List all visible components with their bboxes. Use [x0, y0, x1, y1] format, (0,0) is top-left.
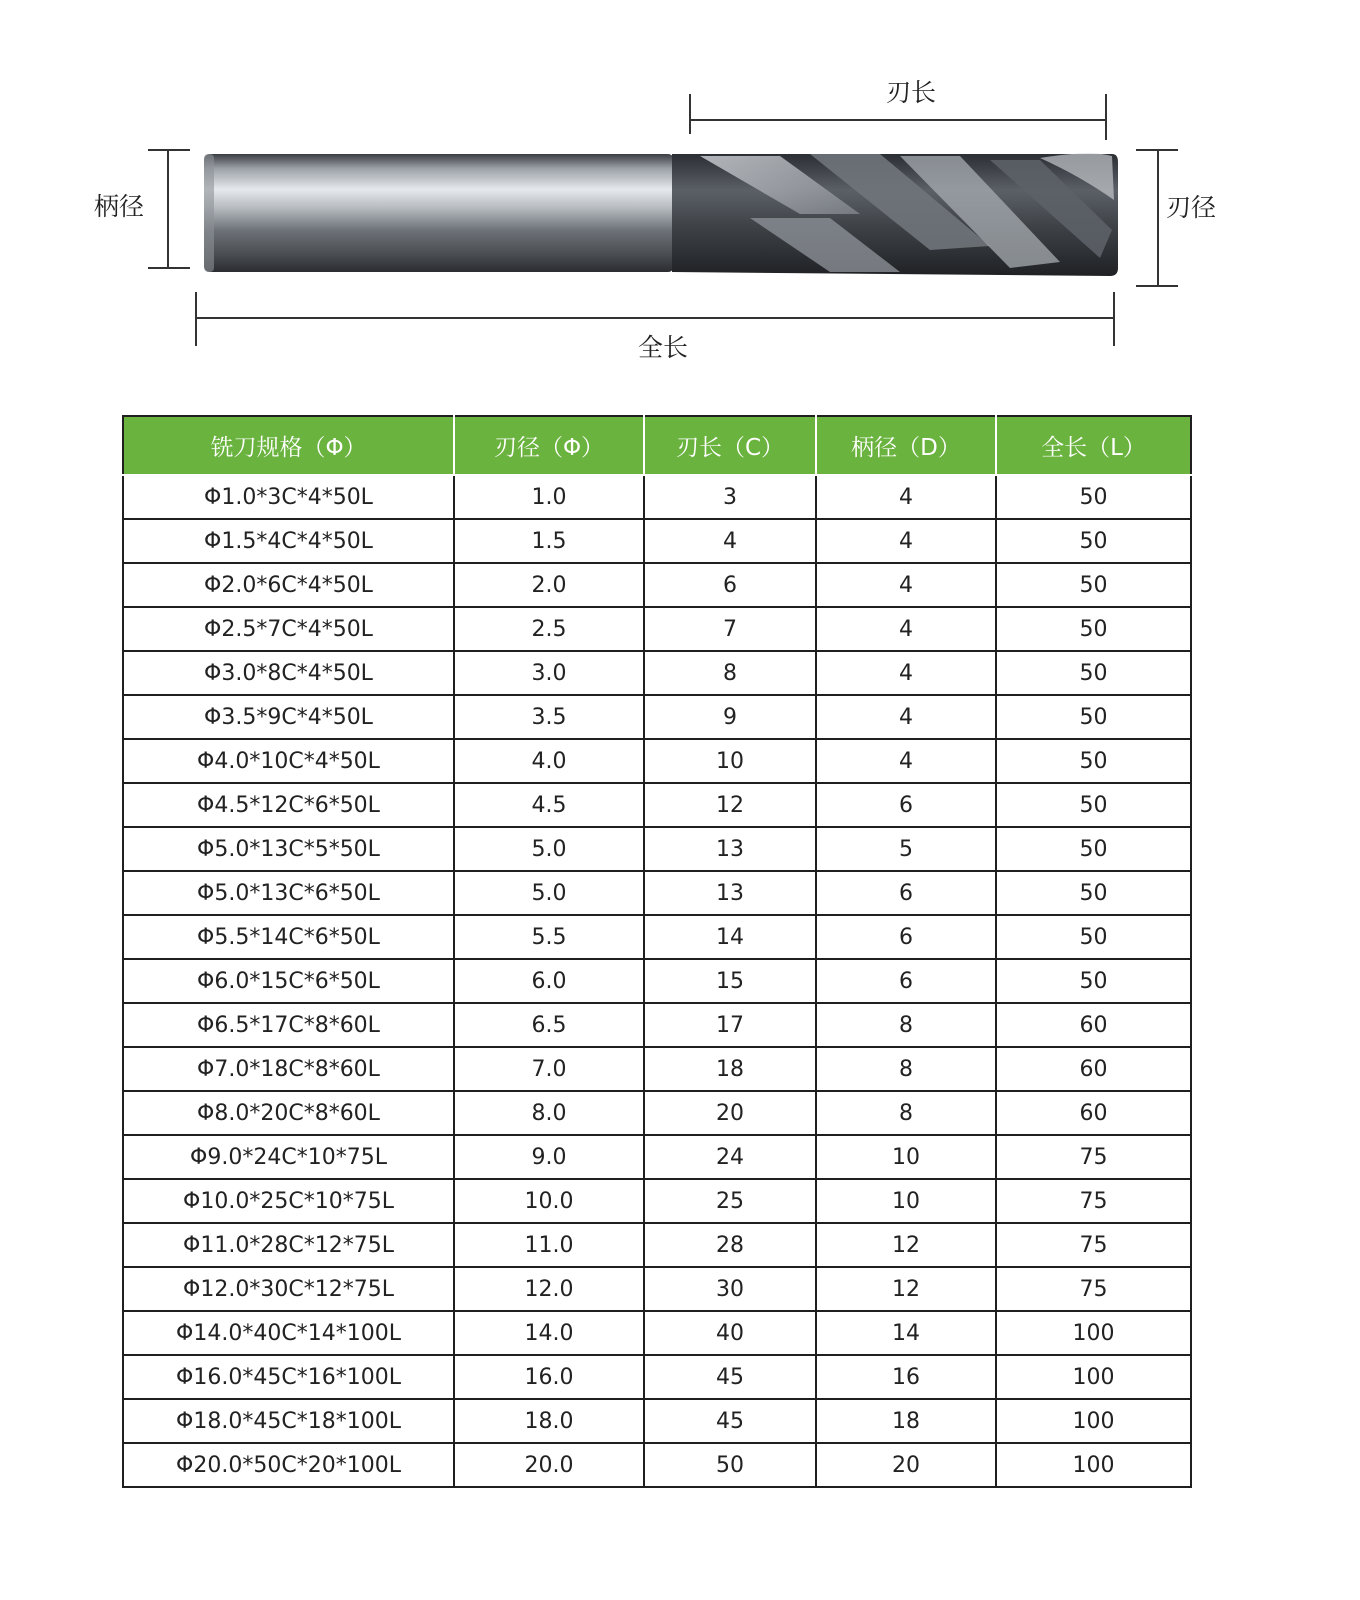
table-row [123, 1091, 1191, 1135]
cell-blade-length: 13 [644, 871, 816, 915]
cell-spec: Φ6.5*17C*8*60L [123, 1003, 454, 1047]
cell-blade-diameter: 5.5 [454, 915, 644, 959]
cell-spec: Φ7.0*18C*8*60L [123, 1047, 454, 1091]
cell-shank-diameter: 4 [816, 607, 996, 651]
cell-shank-diameter: 8 [816, 1003, 996, 1047]
cell-overall-length: 75 [996, 1135, 1191, 1179]
cell-overall-length: 100 [996, 1311, 1191, 1355]
cell-overall-length: 75 [996, 1267, 1191, 1311]
cell-shank-diameter: 4 [816, 739, 996, 783]
table-row [123, 1135, 1191, 1179]
cell-shank-diameter: 6 [816, 959, 996, 1003]
cell-blade-diameter: 6.0 [454, 959, 644, 1003]
cell-blade-diameter: 5.0 [454, 827, 644, 871]
cell-blade-length: 20 [644, 1091, 816, 1135]
table-row [123, 607, 1191, 651]
table-row [123, 1311, 1191, 1355]
header-overall-length: 全长（L） [996, 416, 1191, 475]
cell-blade-length: 13 [644, 827, 816, 871]
cell-blade-diameter: 14.0 [454, 1311, 644, 1355]
cell-blade-diameter: 16.0 [454, 1355, 644, 1399]
cell-spec: Φ8.0*20C*8*60L [123, 1091, 454, 1135]
overall-length-label: 全长 [638, 333, 689, 362]
cell-blade-length: 3 [644, 475, 816, 519]
cell-shank-diameter: 4 [816, 695, 996, 739]
table-row [123, 1003, 1191, 1047]
header-blade-length: 刃长（C） [644, 416, 816, 475]
cell-blade-diameter: 3.0 [454, 651, 644, 695]
cell-blade-length: 50 [644, 1443, 816, 1487]
end-mill-flutes [672, 153, 1118, 276]
cell-blade-diameter: 12.0 [454, 1267, 644, 1311]
spec-table [122, 415, 1192, 1488]
cell-shank-diameter: 6 [816, 871, 996, 915]
table-row [123, 1047, 1191, 1091]
cell-spec: Φ20.0*50C*20*100L [123, 1443, 454, 1487]
cell-blade-length: 17 [644, 1003, 816, 1047]
cell-spec: Φ5.0*13C*6*50L [123, 871, 454, 915]
cell-blade-diameter: 10.0 [454, 1179, 644, 1223]
cell-blade-diameter: 4.0 [454, 739, 644, 783]
cell-overall-length: 50 [996, 827, 1191, 871]
cell-shank-diameter: 5 [816, 827, 996, 871]
table-row [123, 915, 1191, 959]
cell-overall-length: 60 [996, 1091, 1191, 1135]
header-blade-diameter: 刃径（Φ） [454, 416, 644, 475]
end-mill-shank [204, 154, 674, 272]
cell-blade-length: 15 [644, 959, 816, 1003]
cell-blade-diameter: 1.0 [454, 475, 644, 519]
table-row [123, 739, 1191, 783]
cell-blade-diameter: 2.0 [454, 563, 644, 607]
table-row [123, 563, 1191, 607]
cell-shank-diameter: 10 [816, 1135, 996, 1179]
table-row [123, 1399, 1191, 1443]
table-row [123, 1267, 1191, 1311]
table-row [123, 519, 1191, 563]
cell-blade-length: 4 [644, 519, 816, 563]
cell-shank-diameter: 6 [816, 783, 996, 827]
cell-blade-length: 14 [644, 915, 816, 959]
cell-blade-length: 40 [644, 1311, 816, 1355]
table-row [123, 475, 1191, 519]
table-row [123, 1443, 1191, 1487]
table-header-row [123, 416, 1191, 475]
cell-spec: Φ3.5*9C*4*50L [123, 695, 454, 739]
cell-overall-length: 50 [996, 651, 1191, 695]
cell-shank-diameter: 10 [816, 1179, 996, 1223]
shank-diameter-label: 柄径 [94, 192, 145, 221]
cell-spec: Φ4.0*10C*4*50L [123, 739, 454, 783]
cell-overall-length: 60 [996, 1003, 1191, 1047]
cell-overall-length: 50 [996, 519, 1191, 563]
table-row [123, 695, 1191, 739]
cell-spec: Φ4.5*12C*6*50L [123, 783, 454, 827]
end-mill-diagram [0, 0, 1360, 400]
cell-overall-length: 50 [996, 607, 1191, 651]
cell-overall-length: 100 [996, 1355, 1191, 1399]
cell-blade-diameter: 2.5 [454, 607, 644, 651]
table-row [123, 783, 1191, 827]
cell-blade-length: 18 [644, 1047, 816, 1091]
cell-shank-diameter: 12 [816, 1267, 996, 1311]
cell-blade-diameter: 4.5 [454, 783, 644, 827]
cell-overall-length: 50 [996, 871, 1191, 915]
cell-blade-diameter: 11.0 [454, 1223, 644, 1267]
cell-spec: Φ5.0*13C*5*50L [123, 827, 454, 871]
cell-blade-diameter: 8.0 [454, 1091, 644, 1135]
cell-overall-length: 60 [996, 1047, 1191, 1091]
cell-blade-length: 6 [644, 563, 816, 607]
cell-blade-diameter: 20.0 [454, 1443, 644, 1487]
cell-blade-diameter: 3.5 [454, 695, 644, 739]
cell-shank-diameter: 4 [816, 651, 996, 695]
cell-overall-length: 50 [996, 475, 1191, 519]
cell-blade-diameter: 9.0 [454, 1135, 644, 1179]
cell-blade-length: 30 [644, 1267, 816, 1311]
cell-shank-diameter: 14 [816, 1311, 996, 1355]
cell-overall-length: 75 [996, 1179, 1191, 1223]
cell-blade-length: 28 [644, 1223, 816, 1267]
cell-blade-diameter: 18.0 [454, 1399, 644, 1443]
cell-shank-diameter: 4 [816, 519, 996, 563]
cell-overall-length: 50 [996, 783, 1191, 827]
table-row [123, 959, 1191, 1003]
cell-blade-diameter: 5.0 [454, 871, 644, 915]
cell-shank-diameter: 20 [816, 1443, 996, 1487]
cell-shank-diameter: 6 [816, 915, 996, 959]
shank-diameter-bracket [148, 150, 190, 268]
cell-blade-length: 10 [644, 739, 816, 783]
table-row [123, 1223, 1191, 1267]
table-row [123, 1179, 1191, 1223]
table-row [123, 1355, 1191, 1399]
cell-blade-diameter: 1.5 [454, 519, 644, 563]
cell-shank-diameter: 16 [816, 1355, 996, 1399]
table-row [123, 871, 1191, 915]
blade-diameter-label: 刃径 [1166, 193, 1217, 222]
cell-spec: Φ9.0*24C*10*75L [123, 1135, 454, 1179]
cell-blade-length: 8 [644, 651, 816, 695]
cell-spec: Φ11.0*28C*12*75L [123, 1223, 454, 1267]
cell-spec: Φ3.0*8C*4*50L [123, 651, 454, 695]
cell-spec: Φ1.5*4C*4*50L [123, 519, 454, 563]
cell-overall-length: 50 [996, 915, 1191, 959]
cell-blade-length: 24 [644, 1135, 816, 1179]
cell-spec: Φ18.0*45C*18*100L [123, 1399, 454, 1443]
cell-shank-diameter: 4 [816, 563, 996, 607]
table-row [123, 827, 1191, 871]
cell-overall-length: 50 [996, 959, 1191, 1003]
cell-blade-length: 12 [644, 783, 816, 827]
cell-blade-length: 25 [644, 1179, 816, 1223]
cell-spec: Φ2.5*7C*4*50L [123, 607, 454, 651]
cell-blade-length: 45 [644, 1355, 816, 1399]
cell-blade-length: 7 [644, 607, 816, 651]
cell-spec: Φ1.0*3C*4*50L [123, 475, 454, 519]
cell-spec: Φ14.0*40C*14*100L [123, 1311, 454, 1355]
cell-overall-length: 100 [996, 1399, 1191, 1443]
cell-blade-length: 45 [644, 1399, 816, 1443]
cell-blade-diameter: 6.5 [454, 1003, 644, 1047]
header-spec: 铣刀规格（Φ） [123, 416, 454, 475]
cell-spec: Φ2.0*6C*4*50L [123, 563, 454, 607]
table-body [123, 475, 1191, 1487]
cell-spec: Φ10.0*25C*10*75L [123, 1179, 454, 1223]
cell-spec: Φ6.0*15C*6*50L [123, 959, 454, 1003]
cell-overall-length: 50 [996, 695, 1191, 739]
cell-spec: Φ16.0*45C*16*100L [123, 1355, 454, 1399]
cell-overall-length: 100 [996, 1443, 1191, 1487]
cell-blade-diameter: 7.0 [454, 1047, 644, 1091]
cell-overall-length: 50 [996, 563, 1191, 607]
cell-overall-length: 75 [996, 1223, 1191, 1267]
cell-shank-diameter: 18 [816, 1399, 996, 1443]
cell-shank-diameter: 12 [816, 1223, 996, 1267]
cell-shank-diameter: 4 [816, 475, 996, 519]
table-row [123, 651, 1191, 695]
cell-spec: Φ5.5*14C*6*50L [123, 915, 454, 959]
cell-spec: Φ12.0*30C*12*75L [123, 1267, 454, 1311]
cell-shank-diameter: 8 [816, 1091, 996, 1135]
cell-overall-length: 50 [996, 739, 1191, 783]
blade-length-label: 刃长 [886, 78, 937, 107]
cell-shank-diameter: 8 [816, 1047, 996, 1091]
cell-blade-length: 9 [644, 695, 816, 739]
header-shank-diameter: 柄径（D） [816, 416, 996, 475]
